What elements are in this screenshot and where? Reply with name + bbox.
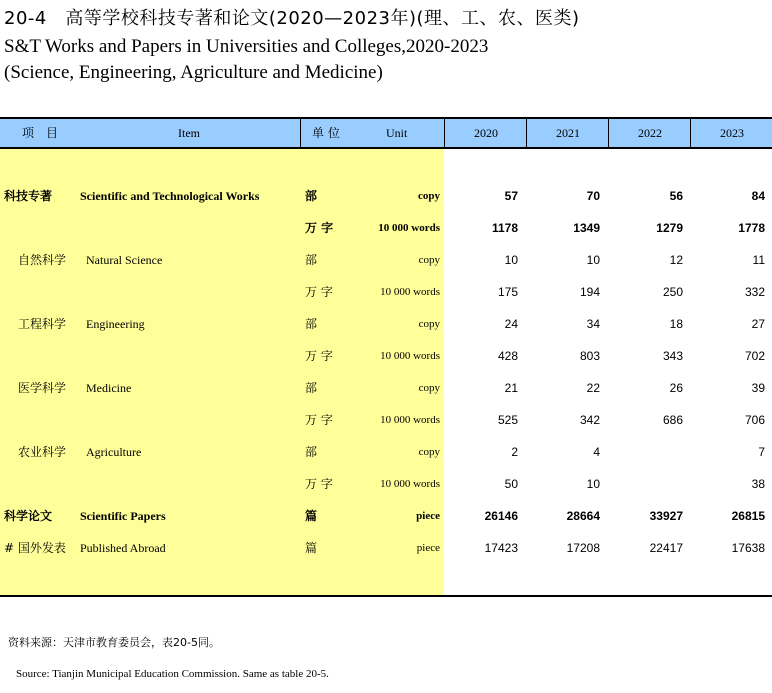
value-cell: 1778 <box>738 221 765 235</box>
header-item-en: Item <box>178 126 200 140</box>
value-cell: 21 <box>504 381 518 395</box>
value-cell: 250 <box>662 285 683 299</box>
value-cell: 803 <box>579 349 600 363</box>
value-cell: 70 <box>586 189 600 203</box>
value-cell: 39 <box>751 381 765 395</box>
value-cell: 28664 <box>566 509 600 523</box>
value-cell: 525 <box>497 413 518 427</box>
header-year-2021: 2021 <box>556 126 580 140</box>
value-cell: 26 <box>669 381 683 395</box>
row-unit-en: copy <box>418 382 440 394</box>
header-year-2022: 2022 <box>638 126 662 140</box>
value-cell: 84 <box>751 189 765 203</box>
row-unit-en: 10 000 words <box>380 286 440 298</box>
value-cell: 175 <box>497 285 518 299</box>
value-cell: 332 <box>744 285 765 299</box>
row-unit-en: piece <box>416 542 440 554</box>
row-unit-en: copy <box>418 254 440 266</box>
value-cell: 706 <box>744 413 765 427</box>
row-unit-en: piece <box>416 510 440 522</box>
row-label-en: Scientific and Technological Works <box>80 189 260 203</box>
value-cell: 343 <box>662 349 683 363</box>
value-cell: 12 <box>669 253 683 267</box>
row-unit-en: 10 000 words <box>380 478 440 490</box>
row-label-cn: 自然科学 <box>18 253 67 267</box>
row-label-en: Engineering <box>86 317 145 331</box>
value-cell: 702 <box>744 349 765 363</box>
value-cell: 50 <box>504 477 518 491</box>
value-cell: 56 <box>669 189 683 203</box>
value-cell: 7 <box>758 445 765 459</box>
header-year-2020: 2020 <box>474 126 498 140</box>
row-label-en: Natural Science <box>86 253 163 267</box>
value-cell: 686 <box>662 413 683 427</box>
header-divider <box>300 118 301 148</box>
value-cell: 10 <box>586 253 600 267</box>
row-unit-en: copy <box>418 190 440 202</box>
row-unit-cn: 万 字 <box>305 221 334 235</box>
header-item-cn: 项 目 <box>22 126 59 140</box>
row-unit-cn: 万 字 <box>305 285 333 299</box>
value-cell: 27 <box>751 317 765 331</box>
header-divider <box>444 118 445 148</box>
table-title-cn: 20-4 高等学校科技专著和论文(2020—2023年)(理、工、农、医类) <box>4 8 580 29</box>
row-unit-en: copy <box>418 446 440 458</box>
value-cell: 10 <box>586 477 600 491</box>
value-cell: 11 <box>752 253 765 267</box>
header-divider <box>690 118 691 148</box>
row-unit-cn: 部 <box>305 445 318 459</box>
value-cell: 1279 <box>656 221 683 235</box>
header-unit-cn: 单 位 <box>312 126 340 140</box>
source-note-en: Source: Tianjin Municipal Education Commission. Same as table 20-5. <box>16 668 329 680</box>
value-cell: 4 <box>593 445 600 459</box>
row-label-cn: 科学论文 <box>4 509 53 523</box>
row-unit-cn: 万 字 <box>305 413 333 427</box>
row-unit-cn: 部 <box>305 253 318 267</box>
value-cell: 22 <box>586 381 600 395</box>
bottom-rule <box>0 595 772 597</box>
value-cell: 38 <box>751 477 765 491</box>
value-cell: 17423 <box>484 541 518 555</box>
source-note-cn: 资料来源：天津市教育委员会，表20-5同。 <box>8 636 220 649</box>
row-label-en: Scientific Papers <box>80 509 166 523</box>
value-cell: 33927 <box>649 509 683 523</box>
value-cell: 10 <box>504 253 518 267</box>
row-unit-cn: 万 字 <box>305 349 333 363</box>
row-label-en: Published Abroad <box>80 541 166 555</box>
value-cell: 22417 <box>649 541 683 555</box>
row-label-cn: 科技专著 <box>4 189 53 203</box>
row-unit-en: 10 000 words <box>378 222 440 234</box>
row-unit-cn: 部 <box>305 381 318 395</box>
row-label-en: Agriculture <box>86 445 142 459</box>
value-cell: 1178 <box>491 221 518 235</box>
row-unit-cn: 篇 <box>305 541 318 555</box>
value-cell: 34 <box>586 317 600 331</box>
row-unit-en: copy <box>418 318 440 330</box>
table-title-en: S&T Works and Papers in Universities and Colleges,2020-2023 <box>4 36 489 57</box>
header-divider <box>526 118 527 148</box>
row-unit-cn: 部 <box>305 189 318 203</box>
value-cell: 194 <box>579 285 600 299</box>
row-unit-cn: 部 <box>305 317 318 331</box>
value-cell <box>613 442 683 462</box>
row-label-cn: 农业科学 <box>18 445 67 459</box>
row-label-en: Medicine <box>86 381 132 395</box>
row-unit-cn: 篇 <box>305 509 318 523</box>
row-label-cn: 工程科学 <box>18 317 67 331</box>
value-cell: 1349 <box>573 221 600 235</box>
value-cell: 24 <box>504 317 518 331</box>
value-cell: 26815 <box>731 509 765 523</box>
value-cell: 342 <box>579 413 600 427</box>
header-divider <box>608 118 609 148</box>
row-unit-en: 10 000 words <box>380 350 440 362</box>
value-cell: 428 <box>497 349 518 363</box>
row-label-cn: 医学科学 <box>18 381 67 395</box>
value-cell: 18 <box>669 317 683 331</box>
row-unit-en: 10 000 words <box>380 414 440 426</box>
value-cell: 17208 <box>566 541 600 555</box>
value-cell: 17638 <box>731 541 765 555</box>
header-year-2023: 2023 <box>720 126 744 140</box>
header-unit-en: Unit <box>386 126 408 140</box>
row-unit-cn: 万 字 <box>305 477 333 491</box>
value-cell: 57 <box>504 189 518 203</box>
value-cell: 26146 <box>484 509 518 523</box>
table-subtitle-en: (Science, Engineering, Agriculture and Medicine) <box>4 62 383 83</box>
value-cell: 2 <box>511 445 518 459</box>
row-label-cn: # 国外发表 <box>4 541 66 555</box>
value-cell <box>613 474 683 494</box>
